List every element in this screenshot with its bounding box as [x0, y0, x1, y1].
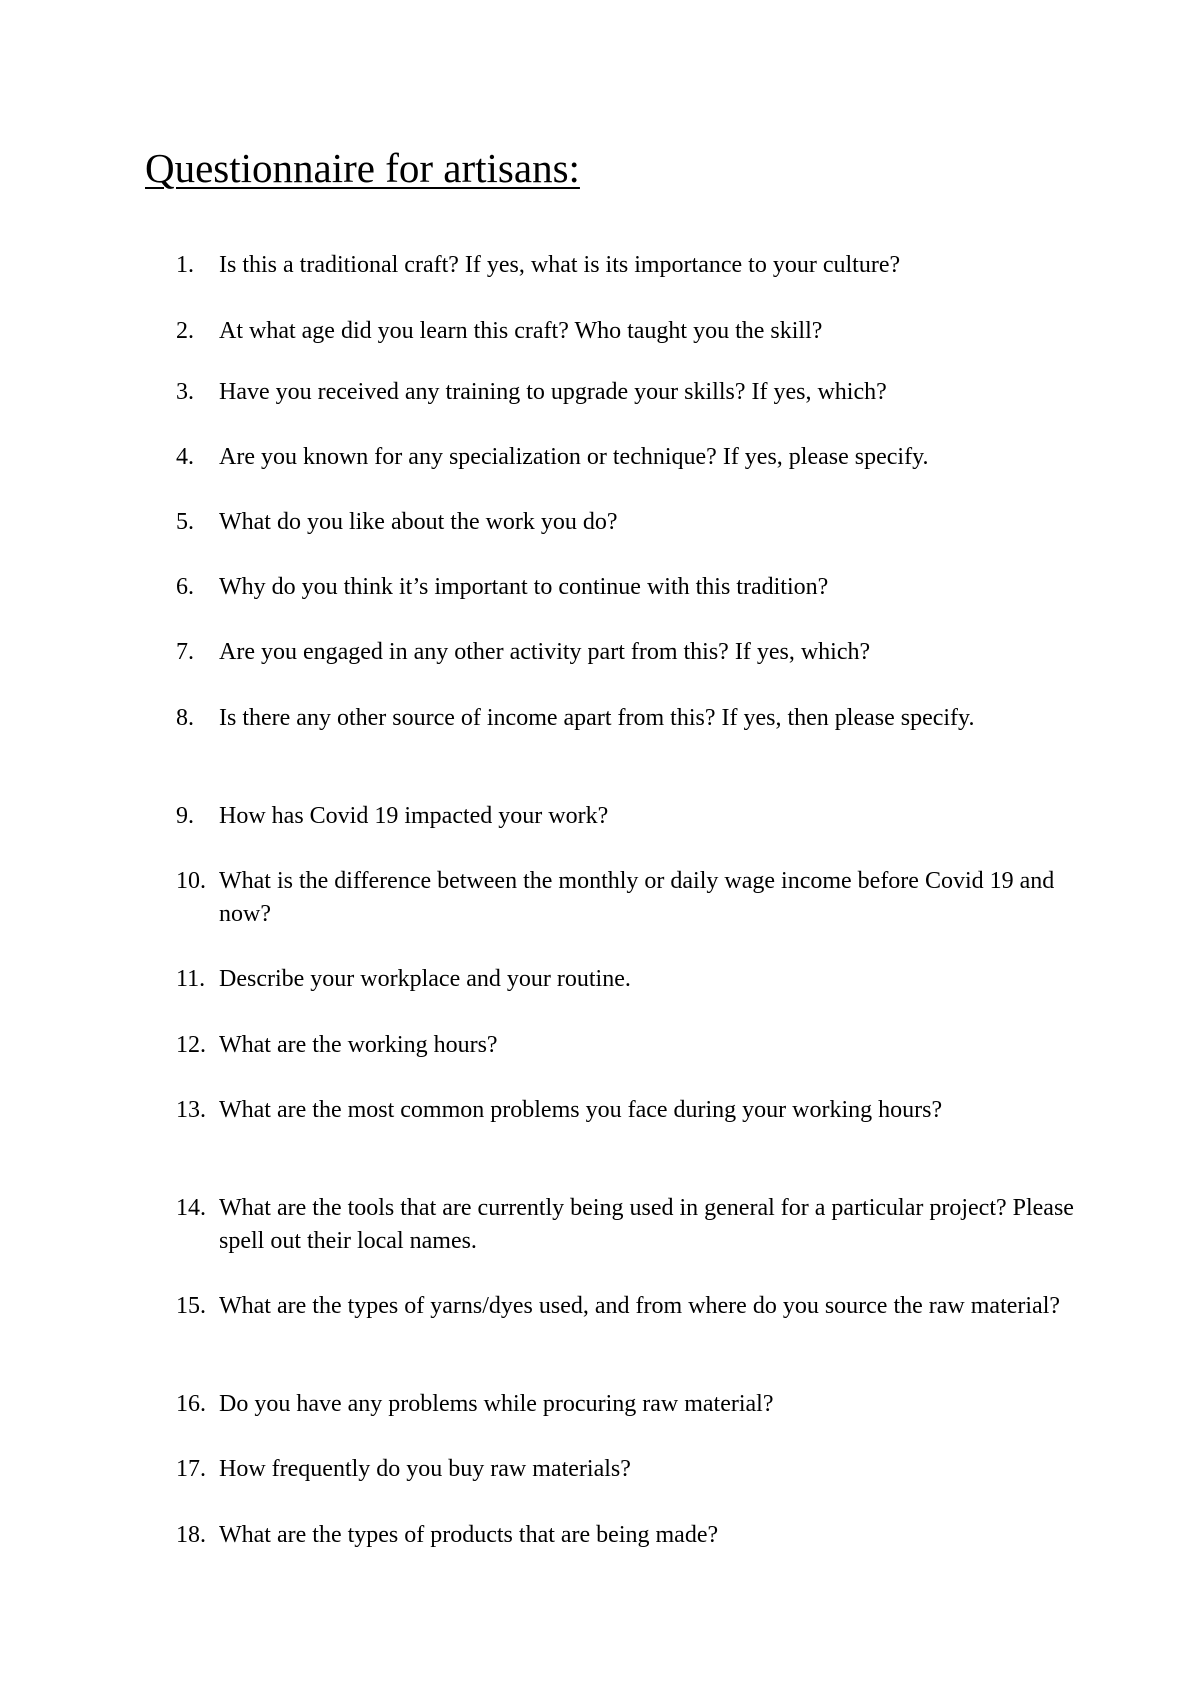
question-text: What do you like about the work you do? — [219, 509, 618, 535]
question-text: What is the difference between the monthly or daily wage income before Covid 19 and now? — [219, 868, 1055, 927]
question-text: What are the working hours? — [219, 1032, 498, 1058]
question-number: 6. — [176, 574, 194, 600]
question-text: Do you have any problems while procuring raw material? — [219, 1391, 774, 1417]
question-number: 4. — [176, 444, 194, 470]
question-number: 7. — [176, 639, 194, 665]
question-number: 17. — [176, 1456, 206, 1482]
question-text: Are you engaged in any other activity part from this? If yes, which? — [219, 639, 871, 665]
question-number: 2. — [176, 318, 194, 344]
question-number: 14. — [176, 1195, 206, 1221]
question-number: 11. — [176, 966, 206, 992]
question-text: At what age did you learn this craft? Who taught you the skill? — [219, 318, 823, 344]
question-text: What are the most common problems you face during your working hours? — [219, 1097, 943, 1123]
question-text: What are the tools that are currently being used in general for a particular project? Please spell out their local names. — [219, 1195, 1074, 1254]
question-number: 13. — [176, 1097, 206, 1123]
question-text: Have you received any training to upgrade your skills? If yes, which? — [219, 379, 887, 405]
question-text: What are the types of yarns/dyes used, and from where do you source the raw material? — [219, 1293, 1061, 1319]
question-text: What are the types of products that are being made? — [219, 1522, 719, 1548]
question-number: 10. — [176, 868, 206, 894]
question-text: How frequently do you buy raw materials? — [219, 1456, 631, 1482]
question-number: 5. — [176, 509, 194, 535]
question-number: 15. — [176, 1293, 206, 1319]
question-number: 12. — [176, 1032, 206, 1058]
question-text: Describe your workplace and your routine. — [219, 966, 631, 992]
question-number: 18. — [176, 1522, 206, 1548]
question-text: Is this a traditional craft? If yes, what is its importance to your culture? — [219, 252, 901, 278]
question-number: 16. — [176, 1391, 206, 1417]
question-number: 3. — [176, 379, 194, 405]
question-number: 8. — [176, 705, 194, 731]
question-number: 9. — [176, 803, 194, 829]
question-text: Why do you think it’s important to continue with this tradition? — [219, 574, 829, 600]
question-text: Are you known for any specialization or technique? If yes, please specify. — [219, 444, 929, 470]
page-title: Questionnaire for artisans: — [145, 145, 580, 191]
question-number: 1. — [176, 252, 194, 278]
question-text: Is there any other source of income apart from this? If yes, then please specify. — [219, 705, 975, 731]
question-text: How has Covid 19 impacted your work? — [219, 803, 609, 829]
